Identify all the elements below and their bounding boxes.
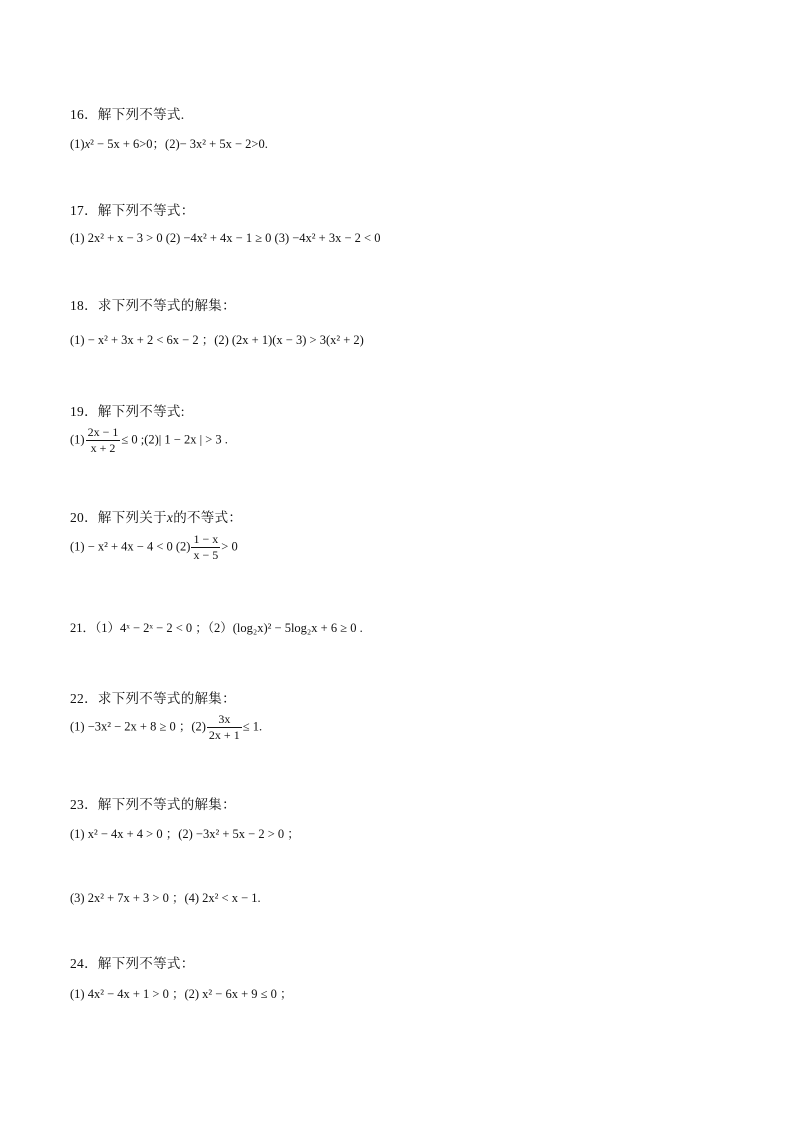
- q20-heading-a: 20．解下列关于: [70, 510, 167, 525]
- q23-heading: 23．解下列不等式的解集：: [70, 797, 236, 812]
- q19-expression: [70, 426, 228, 455]
- q19-numerator: 2x − 1: [87, 425, 119, 439]
- q18-heading: 18．求下列不等式的解集：: [70, 298, 236, 313]
- q19-fraction: [86, 426, 121, 455]
- q20-expression: [70, 533, 238, 562]
- q19-suffix: ≤ 0 ;(2)| 1 − 2x | > 3 .: [121, 432, 228, 447]
- q16-part1: (1): [70, 137, 85, 151]
- q20-heading-var: x: [166, 510, 174, 525]
- q16-part3: ² − 5x + 6>0；(2)− 3x: [90, 137, 203, 151]
- q16-expression: [70, 134, 268, 152]
- q20-numerator: 1 − x: [193, 532, 219, 546]
- q20-fraction: [191, 533, 220, 562]
- q23-expression-2: (3) 2x² + 7x + 3 > 0 ；(4) 2x² < x − 1.: [70, 891, 261, 905]
- q22-suffix: ≤ 1.: [242, 719, 263, 734]
- q24-heading: 24．解下列不等式：: [70, 956, 195, 971]
- q19-heading: 19．解下列不等式:: [70, 404, 185, 419]
- q24-expression: (1) 4x² − 4x + 1 > 0 ；(2) x² − 6x + 9 ≤ 0 ；: [70, 987, 293, 1001]
- q19-prefix: (1): [70, 432, 85, 447]
- q22-prefix: (1) −3x² − 2x + 8 ≥ 0 ；(2): [70, 719, 206, 734]
- q18-expression: (1) − x² + 3x + 2 < 6x − 2 ；(2) (2x + 1)(x − 3) > 3(x² + 2): [70, 333, 364, 347]
- q16-var: x: [84, 137, 91, 151]
- q19-denominator: x + 2: [90, 441, 116, 455]
- q16-heading: 16．解下列不等式.: [70, 107, 185, 122]
- q16-part4: ² + 5x − 2>0.: [202, 137, 268, 151]
- q22-fraction: [207, 713, 242, 742]
- q20-prefix: (1) − x² + 4x − 4 < 0 (2): [70, 539, 191, 554]
- q22-heading: 22．求下列不等式的解集：: [70, 691, 236, 706]
- q21-expression: 21．（1）4ˣ − 2ˣ − 2 < 0 ；（2）(log₂x)² − 5log₂x + 6 ≥ 0 .: [70, 621, 363, 635]
- q20-denominator: x − 5: [193, 548, 219, 562]
- q22-denominator: 2x + 1: [208, 728, 240, 742]
- q20-heading: [70, 506, 242, 526]
- q20-suffix: > 0: [221, 539, 238, 554]
- q22-numerator: 3x: [207, 713, 242, 728]
- q17-expression: (1) 2x² + x − 3 > 0 (2) −4x² + 4x − 1 ≥ 0 (3) −4x² + 3x − 2 < 0: [70, 231, 381, 245]
- q17-heading: 17．解下列不等式：: [70, 203, 195, 218]
- q20-heading-b: 的不等式：: [173, 510, 243, 525]
- q23-expression-1: (1) x² − 4x + 4 > 0 ；(2) −3x² + 5x − 2 > 0 ；: [70, 827, 300, 841]
- q22-expression: [70, 713, 262, 742]
